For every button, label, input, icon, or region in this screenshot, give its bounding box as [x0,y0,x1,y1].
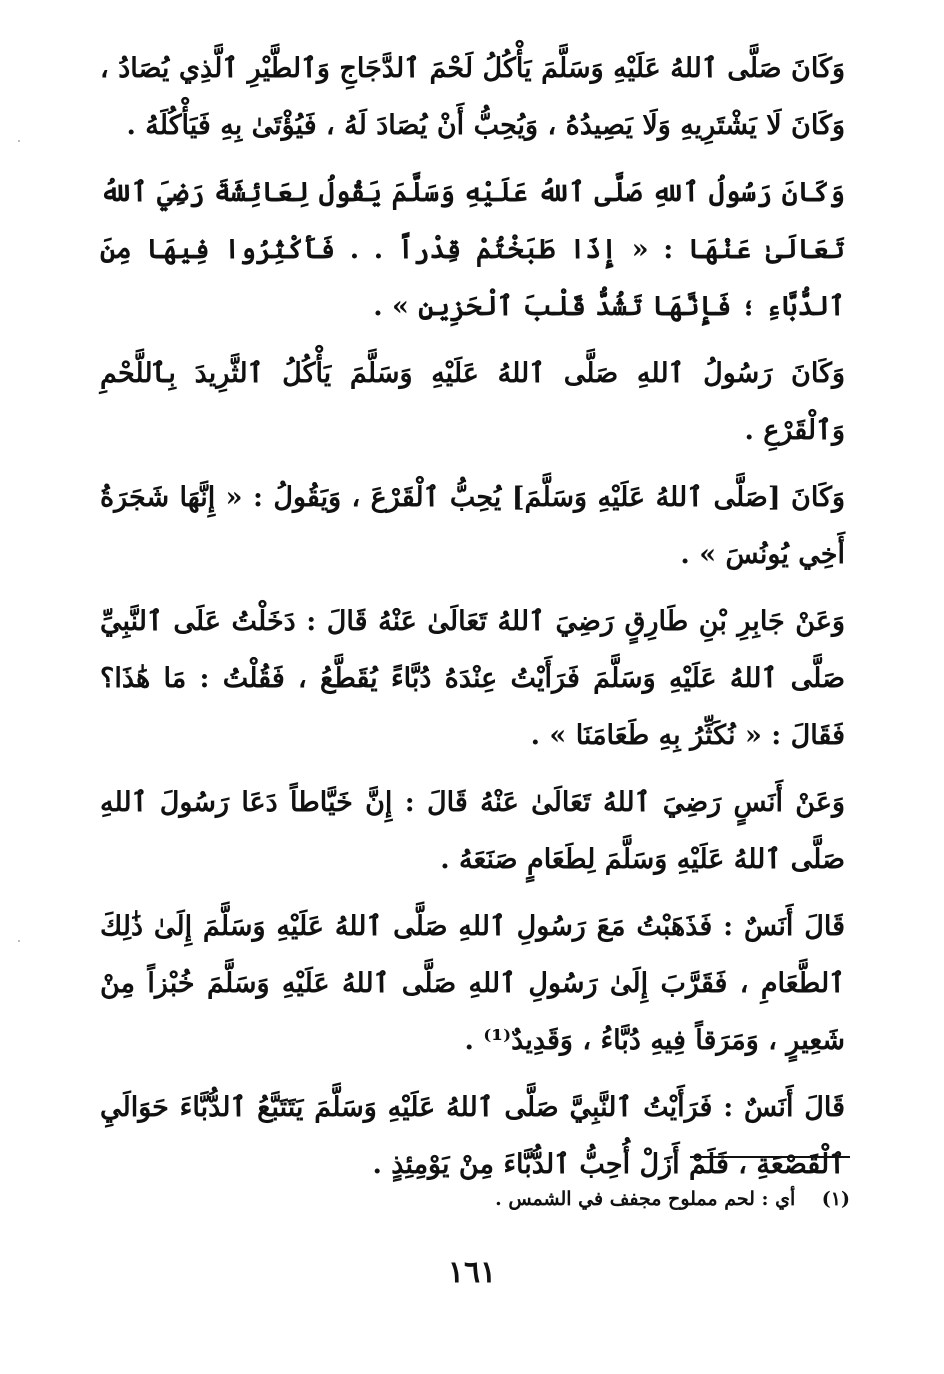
footnote-text: أي : لحم مملوح مجفف في الشمس . [495,1188,796,1210]
paragraph-6: وَعَنْ أَنَسٍ رَضِيَ ٱللهُ تَعَالَىٰ عَنْهُ قَالَ : إِنَّ خَيَّاطاً دَعَا رَسُولَ ٱللهِ صَلَّى ٱللهُ عَلَيْهِ وَسَلَّمَ لِطَعَامٍ صَنَعَهُ . [100,787,845,875]
paragraph-3: وَكَانَ رَسُولُ ٱللهِ صَلَّى ٱللهُ عَلَيْهِ وَسَلَّمَ يَأْكُلُ ٱلثَّرِيدَ بِٱللَّحْمِ وَٱلْقَرْعِ . [100,358,845,446]
paragraph-5: وَعَنْ جَابِرِ بْنِ طَارِقٍ رَضِيَ ٱللهُ تَعَالَىٰ عَنْهُ قَالَ : دَخَلْتُ عَلَى ٱلنَّبِيِّ صَلَّى ٱللهُ عَلَيْهِ وَسَلَّمَ فَرَأَيْتُ عِنْدَهُ دُبَّاءً يُقَطَّعُ ، فَقُلْتُ : مَا هَٰذَا؟ فَقَالَ : « نُكَثِّرُ بِهِ طَعَامَنَا » . [100,606,845,751]
page-number: ١٦١ [447,1255,497,1290]
paragraph-8: قَالَ أَنَسٌ : فَرَأَيْتُ ٱلنَّبِيَّ صَلَّى ٱللهُ عَلَيْهِ وَسَلَّمَ يَتَتَبَّعُ ٱلدُّبَّاءَ حَوَالَيِ ٱلْقَصْعَةِ ، فَلَمْ أَزَلْ أُحِبُّ ٱلدُّبَّاءَ مِنْ يَوْمِئِذٍ . [100,1092,845,1180]
footnote-marker: (١) [821,1188,850,1210]
footnote-divider [690,1156,850,1158]
paragraph-1: وَكَانَ صَلَّى ٱللهُ عَلَيْهِ وَسَلَّمَ يَأْكُلُ لَحْمَ ٱلدَّجَاجِ وَٱلطَّيْرِ ٱلَّذِي يُصَادُ ، وَكَانَ لَا يَشْتَرِيهِ وَلَا يَصِيدُهُ ، وَيُحِبُّ أَنْ يُصَادَ لَهُ ، فَيُؤْتَىٰ بِهِ فَيَأْكُلَهُ . [100,53,845,141]
main-text [100,40,845,1193]
scan-speck [18,140,20,142]
paragraph-7: قَالَ أَنَسٌ : فَذَهَبْتُ مَعَ رَسُولِ ٱللهِ صَلَّى ٱللهُ عَلَيْهِ وَسَلَّمَ إِلَىٰ ذَٰلِكَ ٱلطَّعَامِ ، فَقَرَّبَ إِلَىٰ رَسُولِ ٱللهِ صَلَّى ٱللهُ عَلَيْهِ وَسَلَّمَ خُبْزاً مِنْ شَعِيرٍ ، وَمَرَقاً فِيهِ دُبَّاءُ ، وَقَدِيدٌ⁽¹⁾ . [100,911,845,1056]
paragraph-2: وَكَانَ رَسُولُ ٱللهِ صَلَّى ٱللهُ عَلَيْهِ وَسَلَّمَ يَقُولُ لِعَائِشَةَ رَضِيَ ٱللهُ تَعَالَىٰ عَنْهَا : « إِذَا طَبَخْتُمْ قِدْراً . . فَأَكْثِرُوا فِيهَا مِنَ ٱلدُّبَّاءِ ؛ فَإِنَّهَا تَشُدُّ قَلْبَ ٱلْحَزِينِ » . [100,177,845,322]
scan-speck [18,940,20,942]
footnote [495,1188,850,1210]
paragraph-4: وَكَانَ [صَلَّى ٱللهُ عَلَيْهِ وَسَلَّمَ] يُحِبُّ ٱلْقَرْعَ ، وَيَقُولُ : « إِنَّهَا شَجَرَةُ أَخِي يُونُسَ » . [100,482,845,570]
